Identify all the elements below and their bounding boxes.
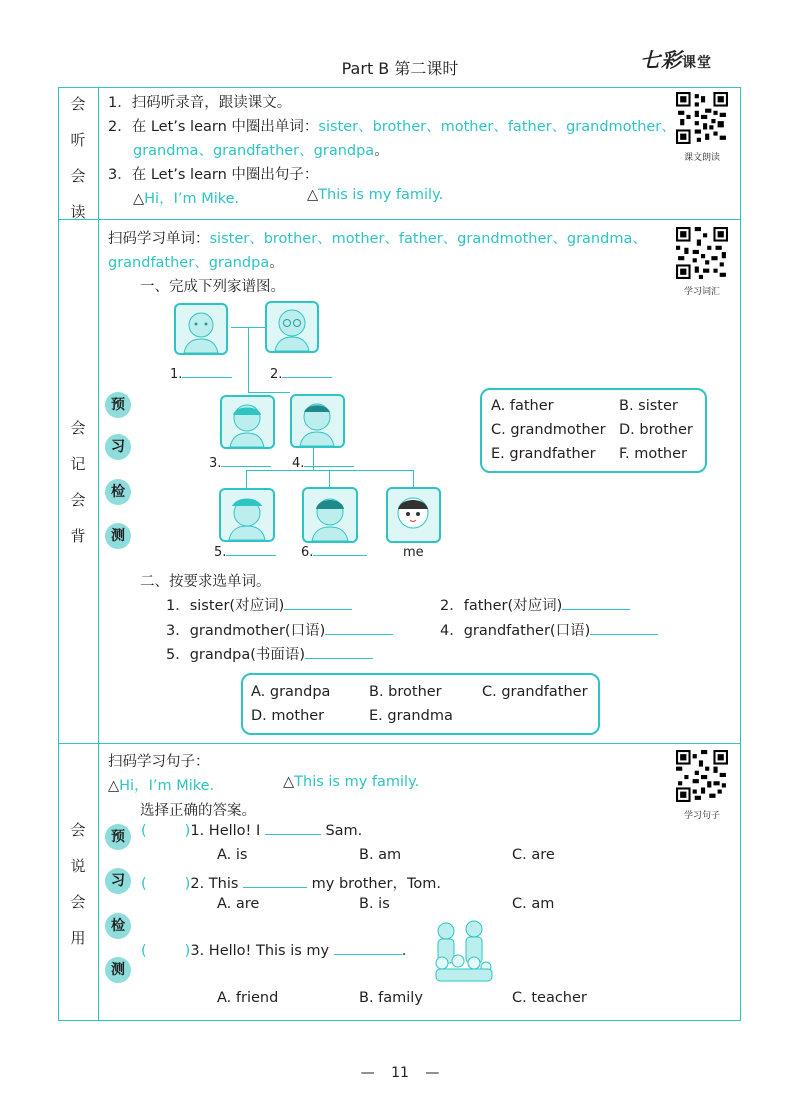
tree-line (248, 327, 249, 392)
choice: E. grandma (369, 708, 453, 724)
speak-sentence-2-wrap (283, 774, 419, 790)
tree-line (248, 392, 290, 393)
answer-paren-close: ) (184, 823, 191, 839)
preview-badge: 预 (105, 824, 131, 850)
qr-label-memorize: 学习词汇 (683, 287, 720, 297)
word-item-5 (166, 643, 373, 664)
answer-blank[interactable] (243, 887, 307, 888)
memorize-intro (108, 227, 647, 248)
listen-line-3 (133, 139, 389, 160)
girl-face-icon (304, 489, 356, 541)
question-2 (141, 872, 441, 893)
word-item-3 (166, 619, 393, 640)
qr-label-speak: 学习句子 (683, 811, 720, 821)
option: F. mother (619, 446, 687, 462)
qr-code-icon[interactable] (676, 750, 728, 802)
side-char: 会 (70, 95, 86, 113)
task-2-title: 二、按要求选单词。 (140, 574, 271, 590)
answer-blank[interactable] (282, 377, 332, 378)
question-post: . (401, 943, 407, 959)
mike-face-icon (388, 489, 439, 541)
answer-blank[interactable] (284, 609, 352, 610)
item-text: 3．grandmother(口语) (166, 623, 326, 639)
tree-num: 6. (301, 545, 314, 560)
answer-paren-open: ( (141, 943, 147, 959)
tree-num: 2. (270, 367, 283, 382)
answer-paren-close: ) (184, 943, 191, 959)
answer-blank[interactable] (325, 634, 393, 635)
answer-blank[interactable] (334, 954, 402, 955)
tree-num: 5. (214, 545, 227, 560)
listen-sentence-2-wrap (307, 187, 443, 203)
side-char: 读 (70, 203, 86, 221)
father-face-icon (292, 396, 343, 446)
choice: B. brother (369, 684, 442, 700)
option: A. father (491, 398, 554, 414)
word-item-4 (440, 619, 658, 640)
option: C. grandmother (491, 422, 606, 438)
answer-paren-close: ) (184, 876, 191, 892)
listen-sentence-2: This is my family. (318, 187, 444, 203)
answer-blank[interactable] (265, 834, 321, 835)
sister-photo (302, 487, 358, 543)
side-char: 说 (70, 857, 86, 875)
boy-face-icon (221, 490, 273, 540)
q2-option-b: B. is (359, 896, 390, 912)
q1-option-b: B. am (359, 847, 402, 863)
q2-option-c: C. am (512, 896, 555, 912)
tree-num: 4. (292, 456, 305, 471)
logo-main: 七彩 (640, 48, 682, 72)
answer-blank[interactable] (221, 466, 271, 467)
question-num: 1. (190, 823, 209, 839)
listen-word-list-2: grandma、grandfather、grandpa (133, 143, 375, 159)
q3-option-a: A. friend (217, 990, 279, 1006)
footer-dash-right: — (425, 1065, 440, 1081)
brand-logo (640, 44, 712, 73)
listen-line-2 (108, 115, 676, 136)
grandfather-photo (174, 303, 228, 355)
side-char: 背 (70, 527, 86, 545)
answer-blank[interactable] (313, 555, 367, 556)
choice: C. grandfather (482, 684, 588, 700)
option: E. grandfather (491, 446, 596, 462)
triangle-icon: △ (133, 191, 145, 207)
question-num: 3. (190, 943, 209, 959)
question-1 (141, 823, 362, 839)
preview-badge: 测 (105, 957, 131, 983)
page-title: Part B 第二课时 (341, 59, 459, 78)
listen-line-3-end: 。 (374, 143, 389, 159)
preview-badge: 检 (105, 479, 131, 505)
word-item-1 (166, 594, 352, 615)
grandma-face-icon (267, 303, 317, 351)
speak-intro: 扫码学习句子： (108, 754, 210, 770)
tree-label-5 (214, 545, 276, 560)
tree-num: 3. (209, 456, 222, 471)
grandmother-photo (265, 301, 319, 353)
section-divider-1 (58, 219, 741, 220)
answer-blank[interactable] (304, 466, 354, 467)
item-text: 1．sister(对应词) (166, 598, 285, 614)
tree-label-3 (209, 456, 271, 471)
question-pre: Hello! This is my (208, 943, 330, 959)
question-post: Sam. (325, 823, 363, 839)
tree-line (413, 470, 414, 488)
preview-badge: 习 (105, 868, 131, 894)
choice: A. grandpa (251, 684, 331, 700)
grandpa-face-icon (176, 305, 226, 353)
question-pre: Hello! I (208, 823, 261, 839)
memorize-intro-prefix: 扫码学习单词： (108, 231, 210, 247)
mother-photo (220, 395, 275, 449)
answer-paren-open: ( (141, 876, 147, 892)
tree-label-1 (170, 367, 232, 382)
listen-line-2-prefix: 2．在 Let’s learn 中圈出单词： (108, 119, 319, 135)
side-divider (98, 87, 99, 1021)
triangle-icon: △ (108, 778, 120, 794)
triangle-icon: △ (307, 187, 319, 203)
speak-task-title: 选择正确的答案。 (140, 803, 256, 819)
speak-sentence-2: This is my family. (294, 774, 420, 790)
q3-option-b: B. family (359, 990, 423, 1006)
family-illustration-icon (428, 917, 496, 983)
choices-box (241, 673, 600, 735)
answer-blank[interactable] (305, 658, 373, 659)
listen-sentences (133, 187, 239, 208)
side-label-memorize (58, 410, 98, 554)
option: B. sister (619, 398, 678, 414)
tree-line (246, 470, 247, 488)
footer-dash-left: — (360, 1065, 375, 1081)
tree-label-6 (301, 545, 367, 560)
side-char: 会 (70, 893, 86, 911)
preview-badge: 检 (105, 913, 131, 939)
listen-word-list-1: sister、brother、mother、father、grandmother、 (318, 119, 676, 135)
listen-sentence-1: Hi，I’m Mike. (144, 191, 240, 207)
question-3 (141, 943, 406, 959)
answer-blank[interactable] (182, 377, 232, 378)
speak-sentence-1-wrap (108, 774, 214, 795)
q3-option-c: C. teacher (512, 990, 587, 1006)
section-divider-2 (58, 743, 741, 744)
memorize-words-2: grandfather、grandpa (108, 255, 270, 271)
father-photo (290, 394, 345, 448)
side-char: 听 (70, 131, 86, 149)
item-text: 5．grandpa(书面语) (166, 647, 306, 663)
answer-blank[interactable] (562, 609, 630, 610)
tree-line (329, 470, 330, 488)
page-number: 11 (391, 1065, 409, 1081)
page-footer (0, 1065, 800, 1081)
side-label-listen (58, 86, 98, 230)
preview-badge: 习 (105, 434, 131, 460)
side-char: 会 (70, 167, 86, 185)
qr-code-icon[interactable] (676, 92, 728, 144)
item-text: 2．father(对应词) (440, 598, 563, 614)
side-label-speak (58, 812, 98, 956)
memorize-words-1: sister、brother、mother、father、grandmother、grandma、 (209, 231, 647, 247)
task-1-title: 一、完成下列家谱图。 (140, 279, 285, 295)
memorize-intro-end: 。 (269, 255, 284, 271)
answer-paren-open: ( (141, 823, 147, 839)
side-char: 会 (70, 419, 86, 437)
mother-face-icon (222, 397, 273, 447)
question-num: 2. (190, 876, 209, 892)
answer-blank[interactable] (590, 634, 658, 635)
me-photo (386, 487, 441, 543)
q1-option-c: C. are (512, 847, 555, 863)
side-char: 会 (70, 491, 86, 509)
item-text: 4．grandfather(口语) (440, 623, 591, 639)
memorize-intro-2 (108, 251, 284, 272)
qr-label-listen: 课文朗读 (683, 153, 720, 163)
tree-label-2 (270, 367, 332, 382)
qr-code-icon[interactable] (676, 227, 728, 279)
answer-blank[interactable] (226, 555, 276, 556)
listen-line-4: 3．在 Let’s learn 中圈出句子： (108, 167, 319, 183)
choice: D. mother (251, 708, 325, 724)
preview-badge: 预 (105, 392, 131, 418)
question-post: my brother，Tom. (311, 876, 441, 892)
tree-label-4 (292, 456, 354, 471)
side-char: 会 (70, 821, 86, 839)
option: D. brother (619, 422, 693, 438)
question-pre: This (208, 876, 239, 892)
preview-badge: 测 (105, 523, 131, 549)
q1-option-a: A. is (217, 847, 248, 863)
tree-num: 1. (170, 367, 183, 382)
listen-line-1: 1．扫码听录音，跟读课文。 (108, 95, 292, 111)
brother-photo (219, 488, 275, 542)
tree-line (313, 448, 314, 470)
logo-sub: 课堂 (682, 55, 712, 71)
tree-label-me: me (403, 545, 424, 560)
q2-option-a: A. are (217, 896, 260, 912)
side-char: 记 (70, 455, 86, 473)
side-char: 用 (70, 929, 86, 947)
speak-sentence-1: Hi，I’m Mike. (119, 778, 215, 794)
word-item-2 (440, 594, 630, 615)
triangle-icon: △ (283, 774, 295, 790)
